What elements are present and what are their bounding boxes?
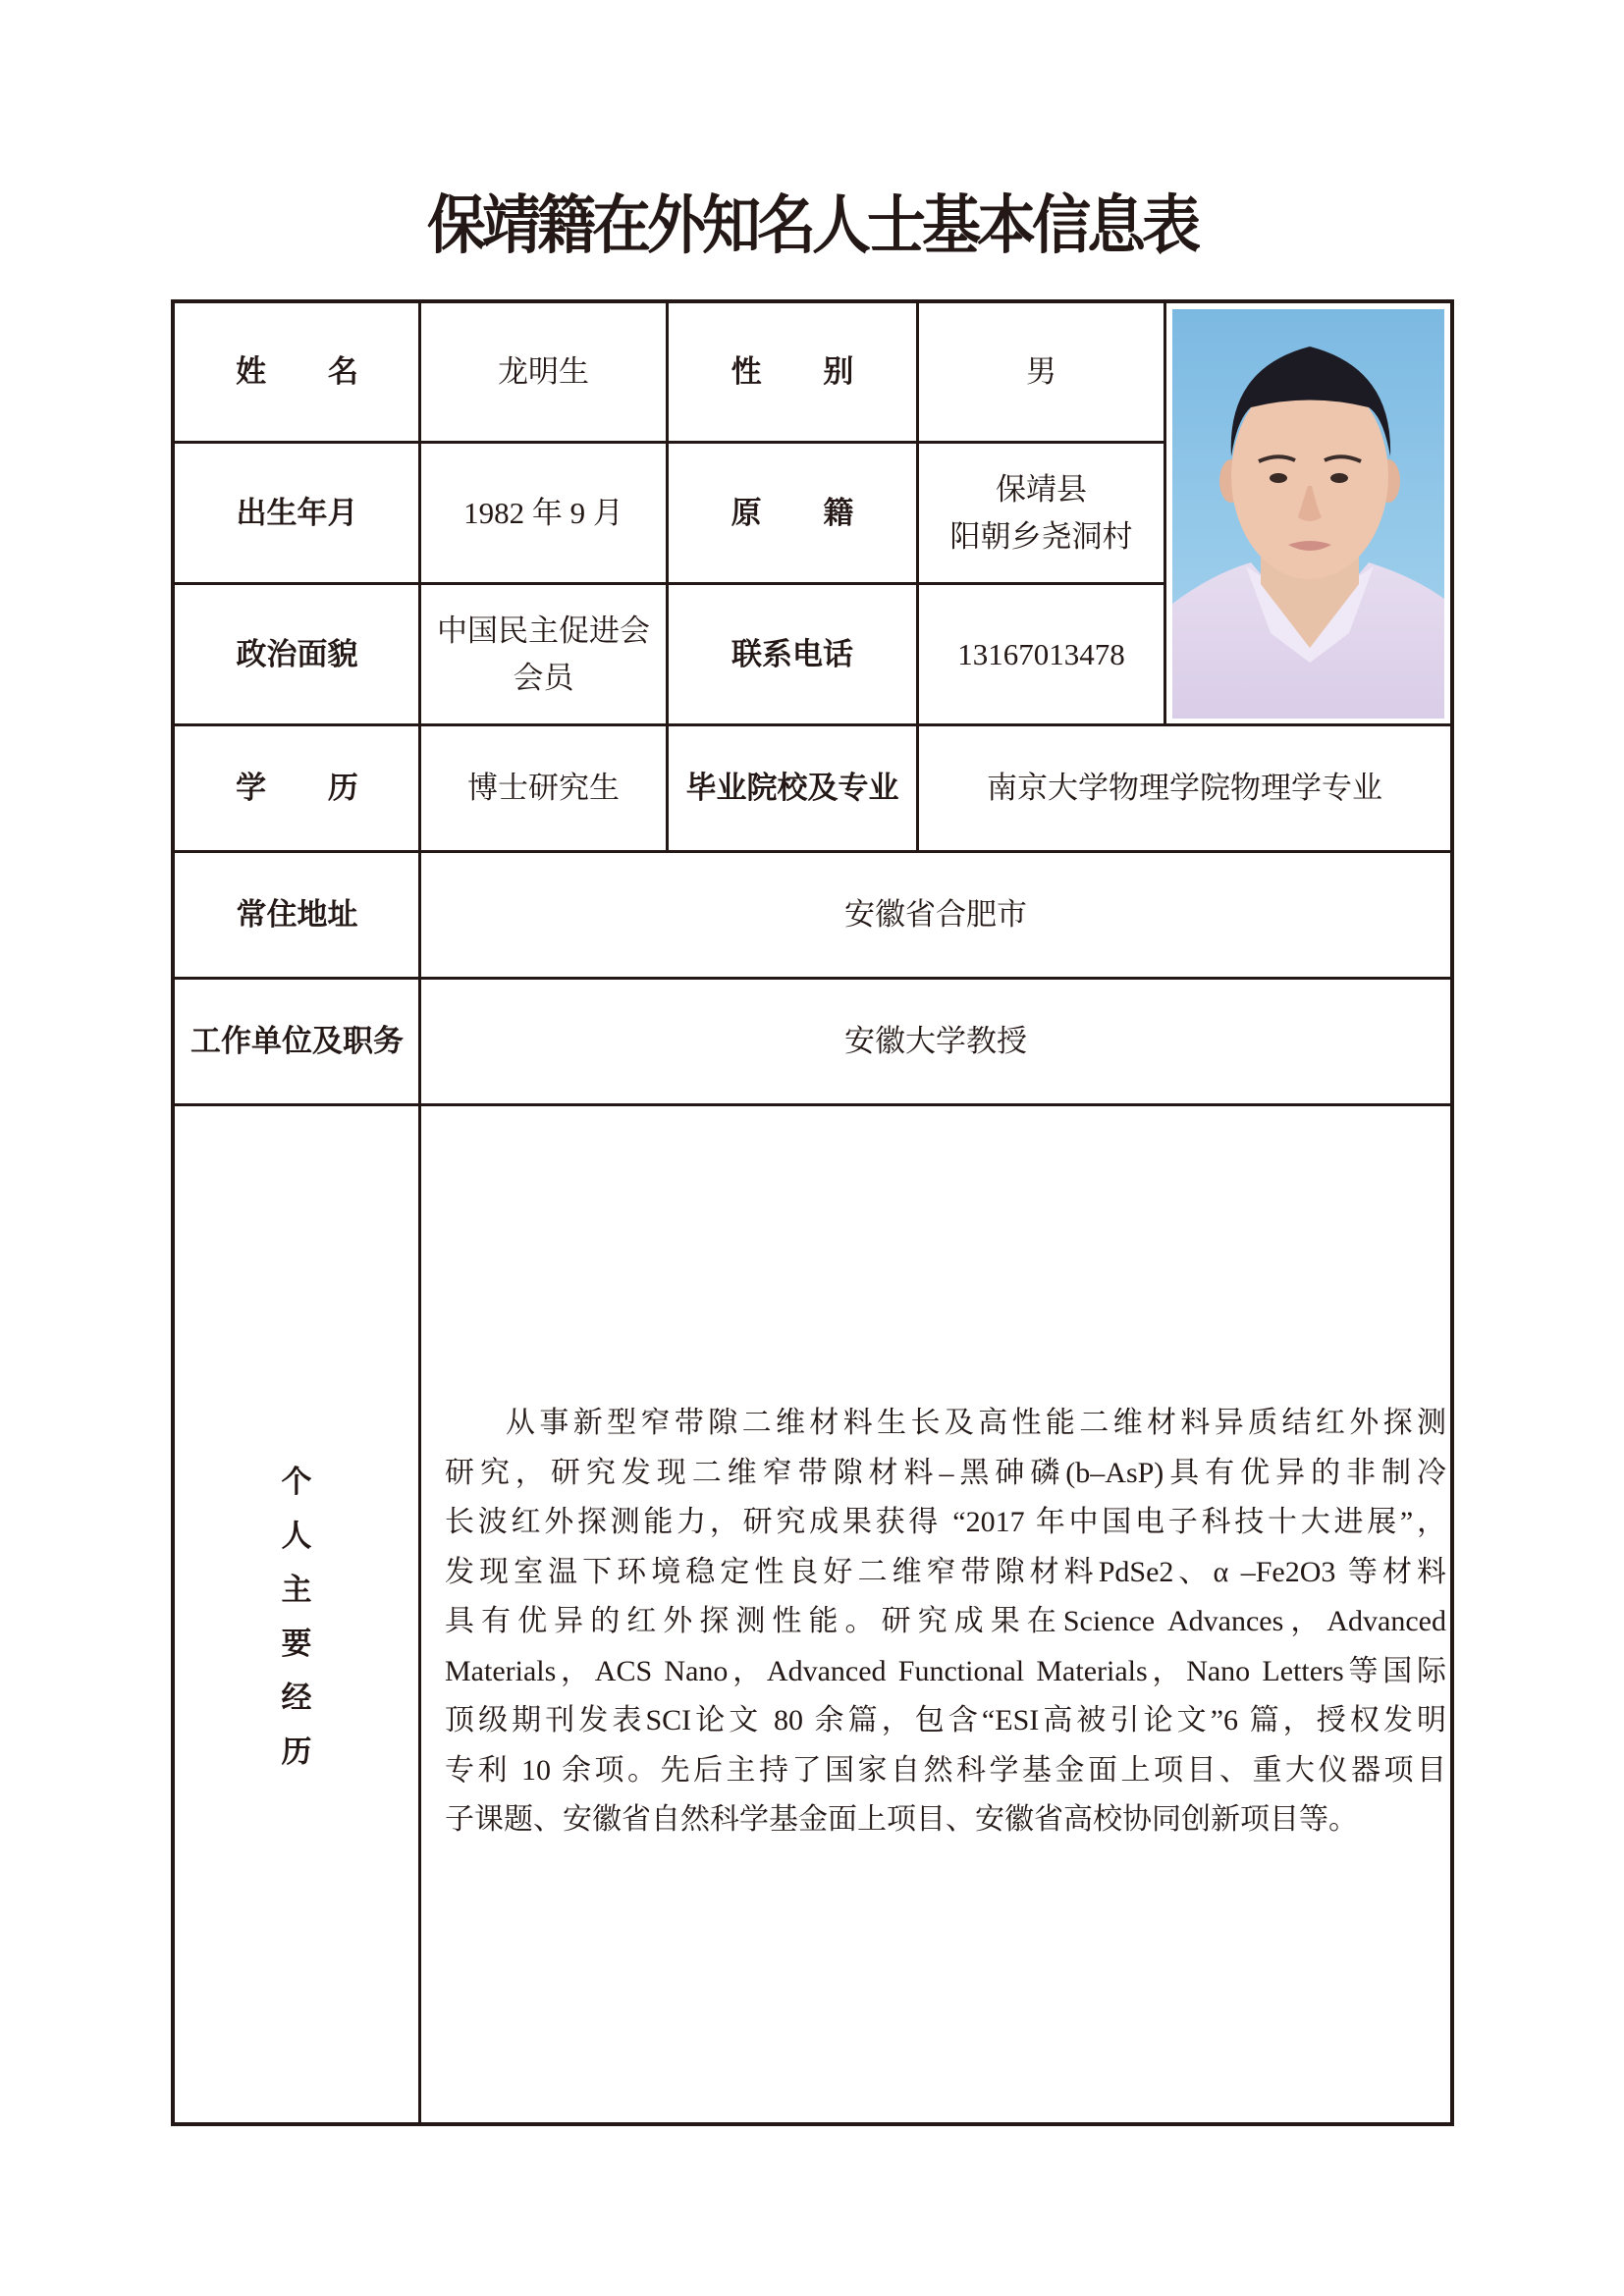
experience-line: 研究，研究发现二维窄带隙材料–黑砷磷(b–AsP)具有优异的非制冷 [445, 1456, 1446, 1489]
work-value: 安徽大学教授 [844, 1024, 1027, 1058]
political-value-line2: 会员 [513, 660, 574, 695]
row-divider [173, 1103, 1452, 1106]
experience-label [176, 1463, 417, 1787]
experience-label-char: 历 [281, 1735, 312, 1770]
experience-label-char: 个 [281, 1465, 312, 1500]
political-value-line1: 中国民主促进会 [437, 613, 650, 648]
experience-label-char: 要 [281, 1627, 312, 1662]
experience-line: 顶级期刊发表SCI论文 80 余篇，包含“ESI高被引论文”6 篇，授权发明 [445, 1704, 1446, 1736]
origin-label: 原 籍 [731, 495, 880, 531]
address-value: 安徽省合肥市 [844, 897, 1027, 932]
birth-label: 出生年月 [236, 495, 358, 531]
education-label: 学 历 [236, 771, 384, 806]
experience-line: 从事新型窄带隙二维材料生长及高性能二维材料异质结红外探测 [506, 1407, 1446, 1439]
work-label: 工作单位及职务 [190, 1024, 404, 1059]
experience-line: 专利 10 余项。先后主持了国家自然科学基金面上项目、重大仪器项目 [445, 1753, 1446, 1787]
school-value: 南京大学物理学院物理学专业 [987, 771, 1382, 805]
education-value: 博士研究生 [467, 771, 620, 805]
gender-label: 性 别 [731, 354, 880, 390]
portrait-illustration [1172, 309, 1444, 719]
school-label: 毕业院校及专业 [685, 771, 899, 806]
origin-value-line2: 阳朝乡尧洞村 [949, 518, 1133, 554]
name-value: 龙明生 [498, 354, 589, 389]
column-divider [1164, 301, 1166, 725]
experience-label-char: 主 [281, 1573, 312, 1608]
experience-text [445, 1399, 1446, 1845]
page-title: 保靖籍在外知名人士基本信息表 [427, 188, 1197, 263]
political-value [421, 585, 666, 723]
experience-line: Materials，ACS Nano，Advanced Functional Materials，Nano Letters等国际 [445, 1654, 1446, 1687]
name-label: 姓 名 [236, 354, 384, 390]
portrait-photo [1172, 309, 1444, 719]
phone-label: 联系电话 [731, 636, 853, 672]
phone-value: 13167013478 [957, 636, 1125, 671]
origin-value [919, 444, 1164, 582]
address-label: 常住地址 [236, 897, 358, 933]
experience-line: 具有优异的红外探测性能。研究成果在Science Advances，Advanced [445, 1605, 1446, 1637]
experience-line: 长波红外探测能力，研究成果获得 “2017 年中国电子科技十大进展”， [445, 1506, 1446, 1538]
political-label: 政治面貌 [236, 636, 358, 672]
experience-label-char: 人 [281, 1519, 312, 1554]
birth-value: 1982 年 9 月 [463, 495, 623, 530]
gender-value: 男 [1026, 354, 1056, 389]
experience-label-char: 经 [281, 1681, 312, 1716]
origin-value-line1: 保靖县 [996, 471, 1087, 507]
experience-line: 子课题、安徽省自然科学基金面上项目、安徽省高校协同创新项目等。 [445, 1803, 1358, 1836]
experience-line: 发现室温下环境稳定性良好二维窄带隙材料PdSe2、α –Fe2O3 等材料 [445, 1555, 1446, 1588]
